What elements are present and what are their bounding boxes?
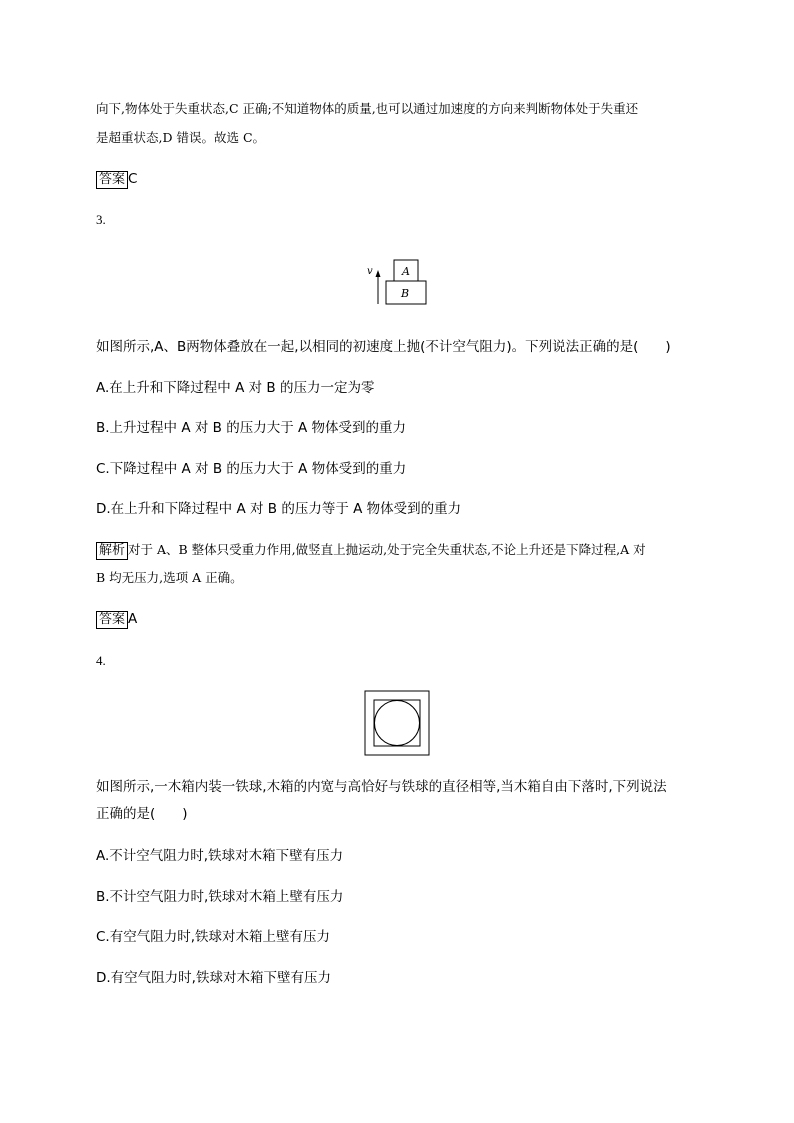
- box-with-ball-diagram: [364, 690, 430, 756]
- q3-option-d: D.在上升和下降过程中 A 对 B 的压力等于 A 物体受到的重力: [96, 501, 462, 517]
- q4-option-c: C.有空气阻力时,铁球对木箱上壁有压力: [96, 929, 331, 945]
- prev-answer: [96, 169, 137, 189]
- analysis-tag: 解析: [96, 542, 128, 560]
- prev-answer-value: C: [128, 171, 138, 187]
- q3-explanation-text-1: 对于 A、B 整体只受重力作用,做竖直上抛运动,处于完全失重状态,不论上升还是下降过程,A 对: [128, 542, 646, 557]
- q4-stem-line-2: 正确的是( ): [96, 806, 188, 822]
- block-a-label: A: [402, 265, 410, 278]
- velocity-label: v: [367, 266, 373, 277]
- q3-stem: 如图所示,A、B两物体叠放在一起,以相同的初速度上抛(不计空气阻力)。下列说法正确的是( ): [96, 339, 671, 355]
- answer-tag: 答案: [96, 171, 128, 189]
- q4-option-b: B.不计空气阻力时,铁球对木箱上壁有压力: [96, 889, 344, 905]
- q3-explanation-line-1: [96, 540, 646, 560]
- q3-option-b: B.上升过程中 A 对 B 的压力大于 A 物体受到的重力: [96, 420, 407, 436]
- stacked-blocks-diagram: [364, 257, 430, 309]
- prev-explanation-line-1: 向下,物体处于失重状态,C 正确;不知道物体的质量,也可以通过加速度的方向来判断物体处于失重还: [96, 101, 639, 116]
- prev-explanation-line-2: 是超重状态,D 错误。故选 C。: [96, 130, 266, 145]
- q3-number: 3.: [96, 212, 106, 227]
- q4-option-d: D.有空气阻力时,铁球对木箱下壁有压力: [96, 970, 331, 986]
- q3-option-a: A.在上升和下降过程中 A 对 B 的压力一定为零: [96, 380, 375, 396]
- q4-option-a: A.不计空气阻力时,铁球对木箱下壁有压力: [96, 848, 344, 864]
- block-b-label: B: [401, 287, 410, 300]
- answer-tag: 答案: [96, 611, 128, 629]
- q3-figure: [364, 257, 430, 309]
- velocity-arrowhead: [376, 270, 381, 277]
- q4-stem-line-1: 如图所示,一木箱内装一铁球,木箱的内宽与高恰好与铁球的直径相等,当木箱自由下落时,下列说法: [96, 779, 667, 795]
- q3-option-c: C.下降过程中 A 对 B 的压力大于 A 物体受到的重力: [96, 461, 407, 477]
- q3-answer: [96, 609, 137, 629]
- q3-explanation-line-2: B 均无压力,选项 A 正确。: [96, 570, 243, 585]
- q3-answer-value: A: [128, 611, 138, 627]
- iron-ball: [375, 701, 420, 746]
- q4-figure: [364, 690, 430, 756]
- q4-number: 4.: [96, 653, 106, 668]
